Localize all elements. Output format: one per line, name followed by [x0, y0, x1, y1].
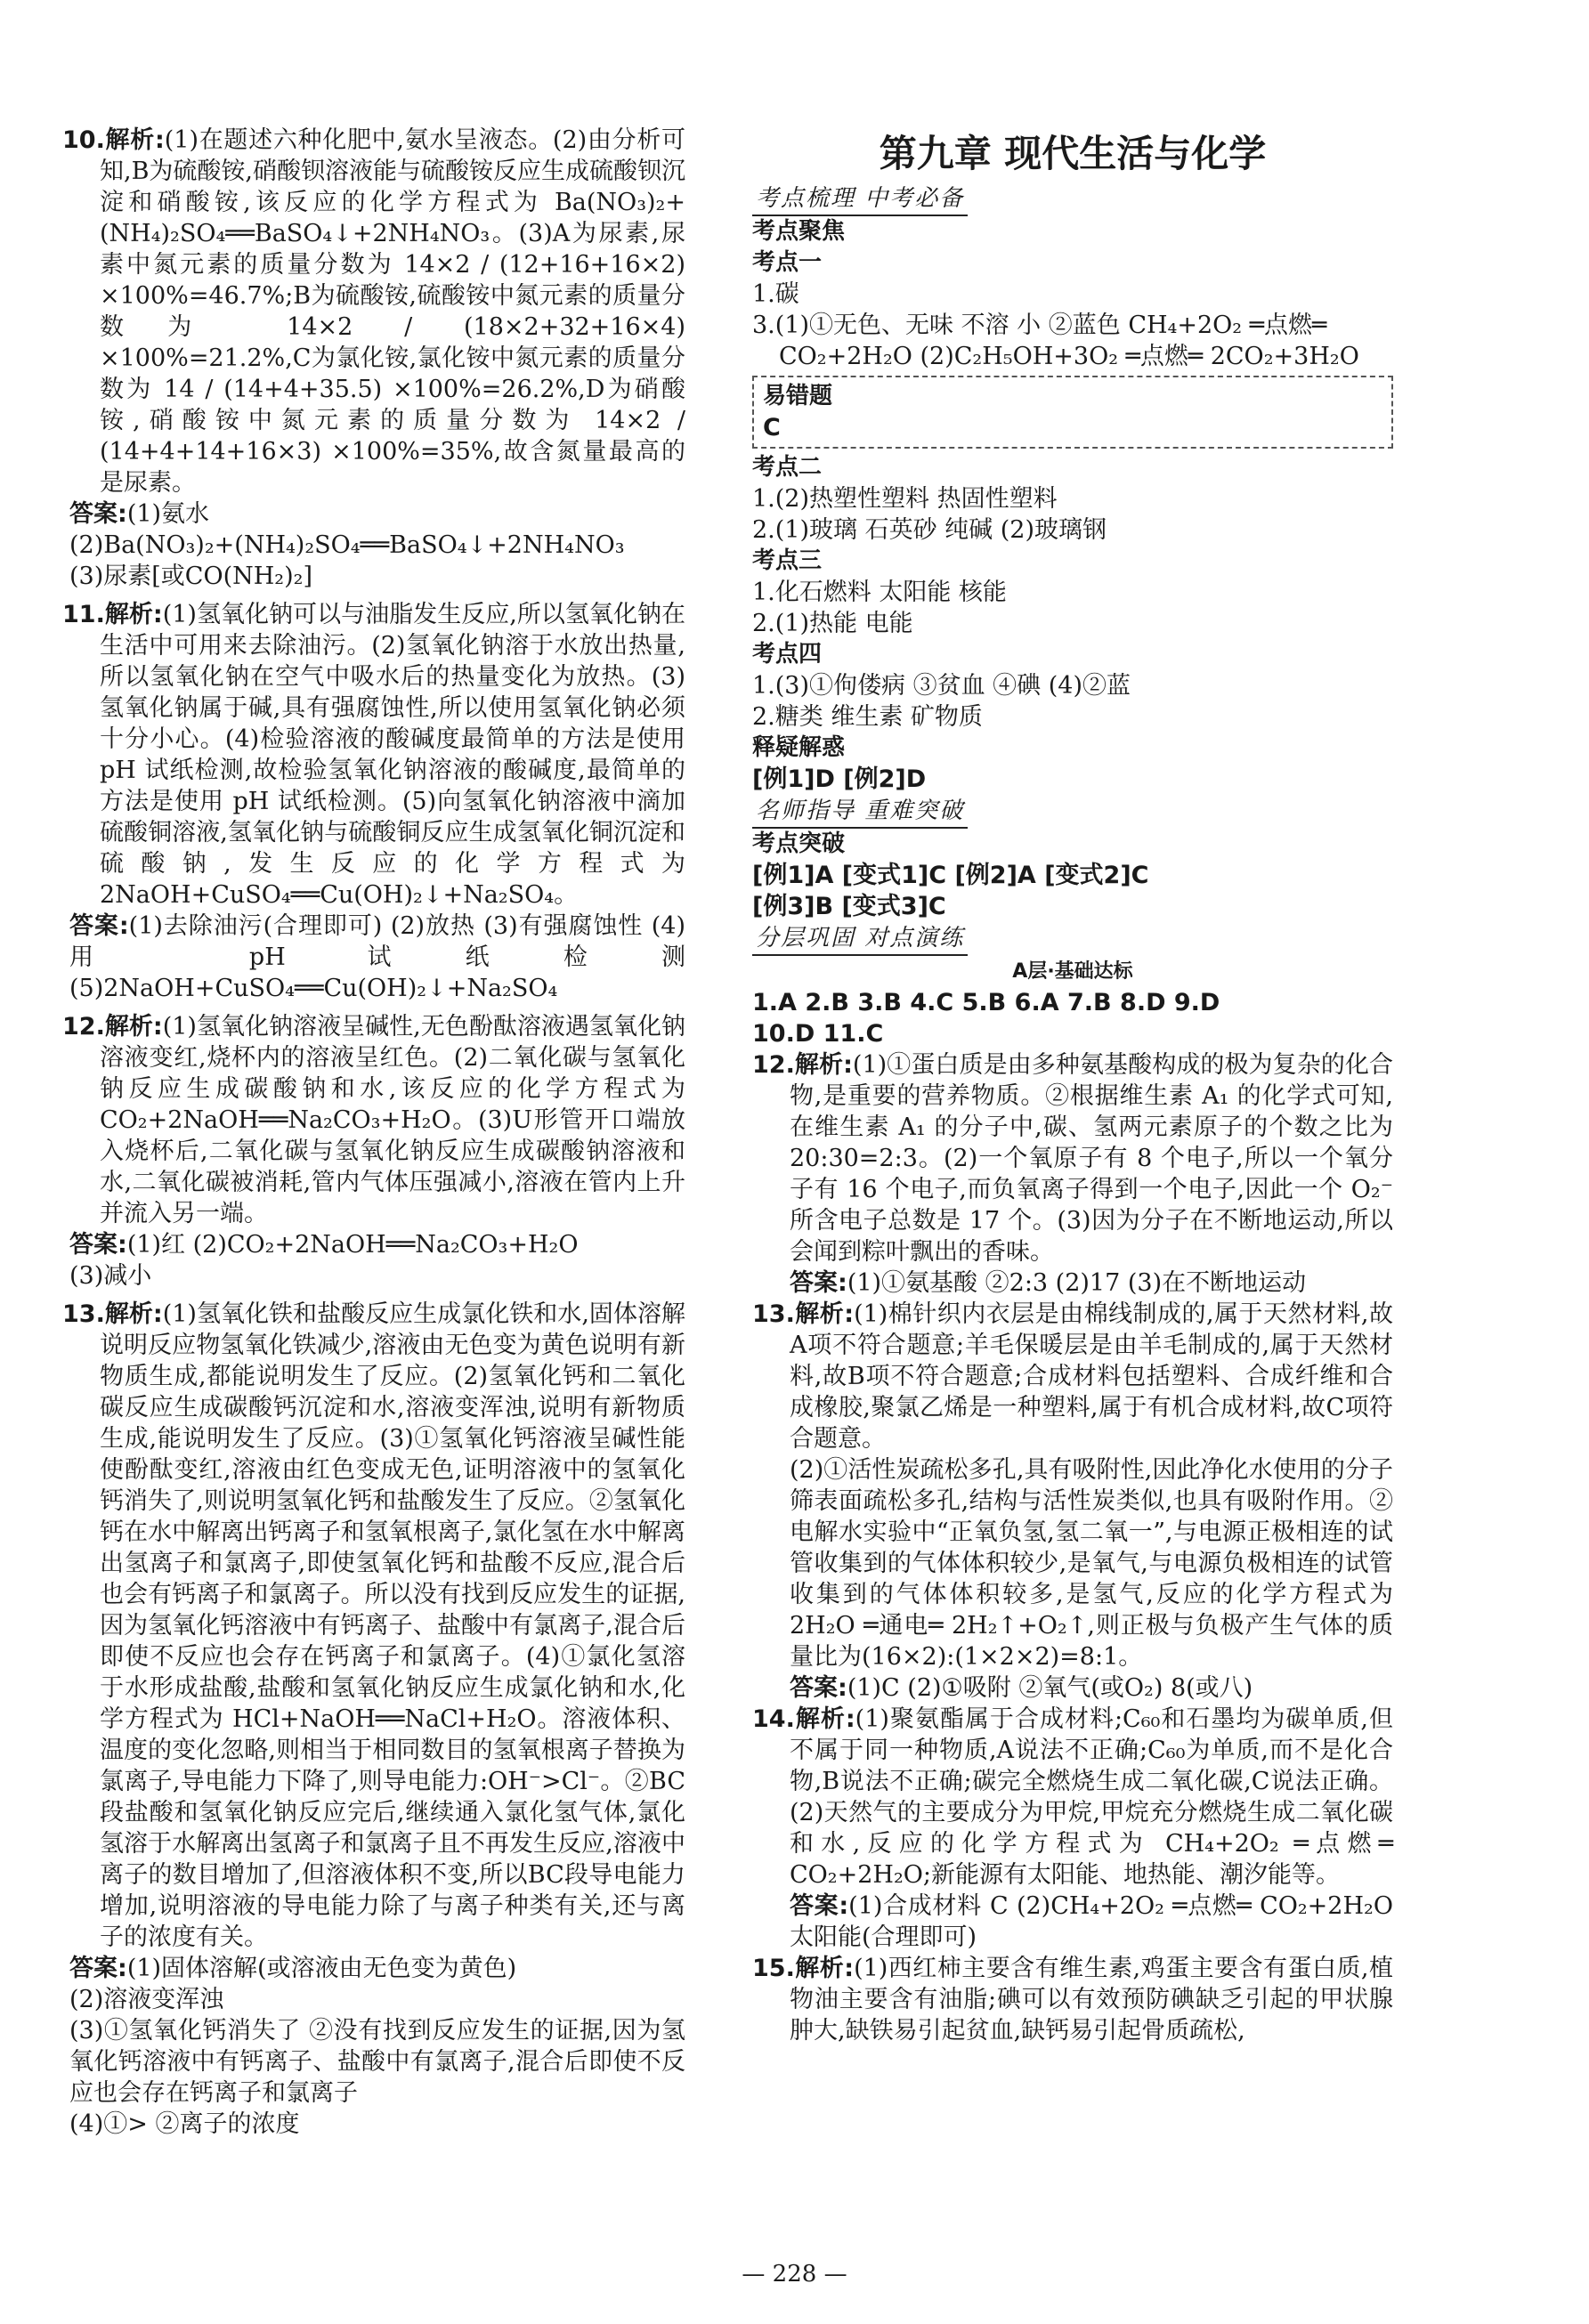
analysis-text: (1)西红柿主要含有维生素,鸡蛋主要含有蛋白质,植物油主要含有油脂;碘可以有效预防碘缺乏引起的甲状腺肿大,缺铁易引起贫血,缺钙易引起骨质疏松,	[790, 1955, 1393, 2045]
question-12-right	[752, 1049, 1393, 1299]
answer-line: [例1]D [例2]D	[752, 765, 927, 793]
section-heading: 易错题	[763, 383, 833, 409]
analysis-label: 12.解析:	[752, 1051, 853, 1079]
analysis-text: (1)棉针织内衣层是由棉线制成的,属于天然材料,故A项不符合题意;羊毛保暖层是由羊毛制成的,属于天然材料,故B项不符合题意;合成材料包括塑料、合成纤维和合成橡胶,聚氯乙烯是一种塑料,属于有机合成材料,故C项符合题意。	[790, 1300, 1393, 1453]
answer-line: 2.糖类 维生素 矿物质	[752, 703, 983, 731]
analysis-label: 13.解析:	[62, 1300, 163, 1328]
analysis-label: 10.解析:	[62, 126, 165, 154]
analysis-text: (1)氢氧化钠溶液呈碱性,无色酚酞溶液遇氢氧化钠溶液变红,烧杯内的溶液呈红色。(2)二氧化碳与氢氧化钠反应生成碳酸钠和水,该反应的化学方程式为 CO₂+2NaOH══Na₂CO₃+H₂O。(3)U形管开口端放入烧杯后,二氧化碳与氢氧化钠反应生成碳酸钠溶液和水,二氧化碳被消耗,管内气体压强减小,溶液在管内上升并流入另一端。	[100, 1013, 685, 1227]
analysis-text: (1)在题述六种化肥中,氨水呈液态。(2)由分析可知,B为硫酸铵,硝酸钡溶液能与硫酸铵反应生成硫酸钡沉淀和硝酸铵,该反应的化学方程式为 Ba(NO₃)₂+(NH₄)₂SO₄══BaSO₄↓+2NH₄NO₃。(3)A为尿素,尿素中氮元素的质量分数为 14×2 / (12+16+16×2) ×100%=46.7%;B为硫酸铵,硫酸铵中氮元素的质量分数为 14×2 / (18×2+32+16×4) ×100%=21.2%,C为氯化铵,氯化铵中氮元素的质量分数为 14 / (14+4+35.5) ×100%=26.2%,D为硝酸铵,硝酸铵中氮元素的质量分数为 14×2 / (14+4+14+16×3) ×100%=35%,故含氮量最高的是尿素。	[100, 126, 686, 497]
answer-text: (1)①氨基酸 ②2:3 (2)17 (3)在不断地运动	[847, 1269, 1307, 1297]
section-heading: 考点三	[752, 547, 823, 574]
section-heading: 考点四	[752, 641, 823, 668]
section-heading: 考点聚焦	[752, 218, 846, 245]
section-heading: 考点突破	[752, 830, 846, 857]
analysis-label: 14.解析:	[752, 1705, 855, 1733]
answer-line: [例1]A [变式1]C [例2]A [变式2]C	[752, 862, 1149, 889]
answer-text: (1)去除油污(合理即可) (2)放热 (3)有强腐蚀性 (4)用 pH 试纸检测 (5)2NaOH+CuSO₄══Cu(OH)₂↓+Na₂SO₄	[69, 912, 685, 1002]
answer-label: 答案:	[69, 1231, 127, 1259]
analysis-text: (2)①活性炭疏松多孔,具有吸附性,因此净化水使用的分子筛表面疏松多孔,结构与活性炭类似,也具有吸附作用。②电解水实验中“正氧负氢,氢二氧一”,与电源正极相连的试管收集到的气体体积较少,是氧气,与电源负极相连的试管收集到的气体体积较多,是氢气,反应的化学方程式为 2H₂O ═通电═ 2H₂↑+O₂↑,则正极与负极产生气体的质量比为(16×2):(1×2×2)=8:1。	[790, 1456, 1393, 1671]
answer-label: 答案:	[69, 1955, 127, 1982]
analysis-label: 15.解析:	[752, 1955, 855, 1982]
section-heading: 释疑解惑	[752, 734, 846, 761]
answer-line: 2.(1)玻璃 石英砂 纯碱 (2)玻璃钢	[752, 516, 1107, 544]
right-column	[752, 182, 1393, 2046]
answer-line: 1.A 2.B 3.B 4.C 5.B 6.A 7.B 8.D 9.D	[752, 989, 1220, 1016]
answer-line: CO₂+2H₂O (2)C₂H₅OH+3O₂ ═点燃═ 2CO₂+3H₂O	[779, 343, 1359, 370]
answer-line: 1.(3)①佝偻病 ③贫血 ④碘 (4)②蓝	[752, 672, 1131, 700]
answer-text: (4)①> ②离子的浓度	[69, 2110, 300, 2138]
error-box	[752, 376, 1393, 449]
section-banner: 考点梳理 中考必备	[752, 183, 968, 216]
left-column	[62, 125, 685, 2140]
answer-text: (1)固体溶解(或溶液由无色变为黄色)	[126, 1955, 517, 1982]
question-11	[62, 599, 685, 1004]
section-heading: 考点二	[752, 454, 823, 481]
answer-label: 答案:	[790, 1674, 847, 1702]
answer-text: (2)溶液变浑浊	[69, 1986, 224, 2013]
answer-label: 答案:	[790, 1269, 847, 1297]
answer-text: (3)尿素[或CO(NH₂)₂]	[69, 563, 312, 590]
answer-label: 答案:	[790, 1892, 849, 1920]
answer-text: (1)红 (2)CO₂+2NaOH══Na₂CO₃+H₂O	[126, 1231, 579, 1259]
answer-line: 1.化石燃料 太阳能 核能	[752, 579, 1007, 606]
section-banner: 名师指导 重难突破	[752, 796, 968, 829]
analysis-text: (1)氢氧化钠可以与油脂发生反应,所以氢氧化钠在生活中可用来去除油污。(2)氢氧化钠溶于水放出热量,所以氢氧化钠在空气中吸水后的热量变化为放热。(3)氢氧化钠属于碱,具有强腐蚀性,所以使用氢氧化钠必须十分小心。(4)检验溶液的酸碱度最简单的方法是使用 pH 试纸检测,故检验氢氧化钠溶液的酸碱度,最简单的方法是使用 pH 试纸检测。(5)向氢氧化钠溶液中滴加硫酸铜溶液,氢氧化钠与硫酸铜反应生成氢氧化铜沉淀和硫酸钠,发生反应的化学方程式为 2NaOH+CuSO₄══Cu(OH)₂↓+Na₂SO₄。	[100, 601, 685, 909]
answer-text: (1)合成材料 C (2)CH₄+2O₂ ═点燃═ CO₂+2H₂O 太阳能(合理即可)	[790, 1892, 1393, 1951]
answer-label: 答案:	[69, 500, 127, 528]
section-heading: 考点一	[752, 249, 823, 276]
chapter-title: 第九章 现代生活与化学	[879, 132, 1267, 175]
answer-text: (3)①氢氧化钙消失了 ②没有找到反应发生的证据,因为氢氧化钙溶液中有钙离子、盐酸中有氯离子,混合后即使不反应也会存在钙离子和氯离子	[69, 2017, 685, 2107]
answer-line: [例3]B [变式3]C	[752, 893, 946, 920]
answer-text: (3)减小	[69, 1262, 152, 1290]
answer-line: 10.D 11.C	[752, 1020, 884, 1048]
answer-text: (2)Ba(NO₃)₂+(NH₄)₂SO₄══BaSO₄↓+2NH₄NO₃	[69, 531, 625, 559]
answer-text: (1)氨水	[126, 500, 210, 528]
analysis-label: 13.解析:	[752, 1300, 855, 1328]
answer-line: 2.(1)热能 电能	[752, 610, 913, 637]
answer-text: (1)C (2)①吸附 ②氧气(或O₂) 8(或八)	[847, 1674, 1253, 1702]
answer-line: 3.(1)①无色、无味 不溶 小 ②蓝色 CH₄+2O₂ ═点燃═	[752, 312, 1327, 339]
answer-line: 1.(2)热塑性塑料 热固性塑料	[752, 485, 1058, 513]
question-12	[62, 1011, 685, 1292]
level-label: A层·基础达标	[1012, 960, 1133, 983]
page-number: — 228 —	[742, 2261, 847, 2288]
question-14-right	[752, 1704, 1393, 1953]
answer-line: 1.碳	[752, 280, 799, 308]
analysis-label: 12.解析:	[62, 1013, 163, 1041]
answer-line: C	[763, 414, 781, 441]
analysis-text: (1)①蛋白质是由多种氨基酸构成的极为复杂的化合物,是重要的营养物质。②根据维生素 A₁ 的化学式可知,在维生素 A₁ 的分子中,碳、氢两元素原子的个数之比为 20:30=2:3。(2)一个氧原子有 8 个电子,所以一个氧分子有 16 个电子,而负氧离子得到一个电子,因此一个 O₂⁻ 所含电子总数是 17 个。(3)因为分子在不断地运动,所以会闻到粽叶飘出的香味。	[790, 1051, 1393, 1266]
answer-label: 答案:	[69, 912, 129, 940]
analysis-text: (1)氢氧化铁和盐酸反应生成氯化铁和水,固体溶解说明反应物氢氧化铁减少,溶液由无色变为黄色说明有新物质生成,都能说明发生了反应。(2)氢氧化钙和二氧化碳反应生成碳酸钙沉淀和水,溶液变浑浊,说明有新物质生成,能说明发生了反应。(3)①氢氧化钙溶液呈碱性能使酚酞变红,溶液由红色变成无色,证明溶液中的氢氧化钙消失了,则说明氢氧化钙和盐酸发生了反应。②氢氧化钙在水中解离出钙离子和氢氧根离子,氯化氢在水中解离出氢离子和氯离子,即使氢氧化钙和盐酸不反应,混合后也会有钙离子和氯离子。所以没有找到反应发生的证据,因为氢氧化钙溶液中有钙离子、盐酸中有氯离子,混合后即使不反应也会存在钙离子和氯离子。(4)①氯化氢溶于水形成盐酸,盐酸和氢氧化钠反应生成氯化钠和水,化学方程式为 HCl+NaOH══NaCl+H₂O。溶液体积、温度的变化忽略,则相当于相同数目的氢氧根离子替换为氯离子,导电能力下降了,则导电能力:OH⁻>Cl⁻。②BC段盐酸和氢氧化钠反应完后,继续通入氯化氢气体,氯化氢溶于水解离出氢离子和氯离子且不再发生反应,溶液中离子的数目增加了,但溶液体积不变,所以BC段导电能力增加,说明溶液的导电能力除了与离子种类有关,还与离子的浓度有关。	[100, 1300, 685, 1951]
question-15-right	[752, 1953, 1393, 2046]
question-13-right	[752, 1299, 1393, 1704]
question-13	[62, 1299, 685, 2140]
question-10	[62, 125, 685, 592]
analysis-label: 11.解析:	[62, 601, 163, 628]
analysis-text: (1)聚氨酯属于合成材料;C₆₀和石墨均为碳单质,但不属于同一种物质,A说法不正确;C₆₀为单质,而不是化合物,B说法不正确;碳完全燃烧生成二氧化碳,C说法正确。(2)天然气的主要成分为甲烷,甲烷充分燃烧生成二氧化碳和水,反应的化学方程式为 CH₄+2O₂ ═点燃═ CO₂+2H₂O;新能源有太阳能、地热能、潮汐能等。	[790, 1705, 1393, 1889]
section-banner: 分层巩固 对点演练	[752, 923, 968, 956]
